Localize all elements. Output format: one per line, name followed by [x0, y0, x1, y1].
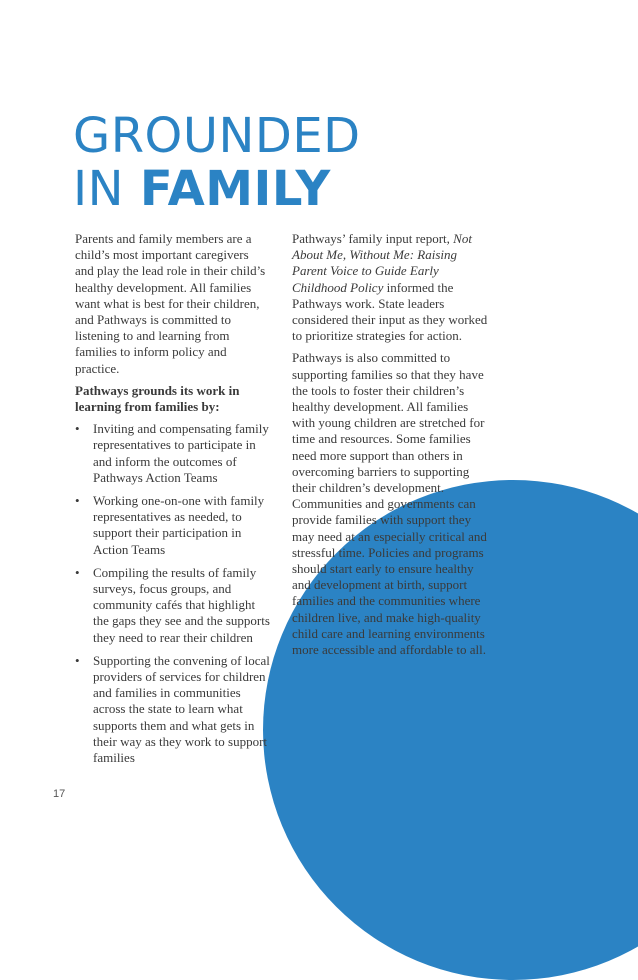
bullet-list	[75, 421, 270, 766]
bullets-lead: Pathways grounds its work in learning from families by:	[75, 382, 240, 415]
page-number: 17	[53, 788, 66, 800]
page-title	[73, 110, 361, 216]
bullet-icon: •	[75, 564, 80, 580]
intro-paragraph: Parents and family members are a child’s most important caregivers and play the lead role in their child’s healthy development. All families want what is best for their children, and Pathways is committed to listening to and learning from families to inform policy and practice.	[75, 231, 266, 376]
report-title: Not About Me, Without Me: Raising Parent Voice to Guide Early Childhood Policy	[292, 231, 472, 295]
support-paragraph: Pathways is also committed to supporting families so that they have the tools to foster their children’s healthy development. All families with young children are stretched for time and resources. Some families need more support than others in overcoming barriers to supporting their children’s development. Communities and governments can provide families with support they may need at an especially critical and stressful time. Policies and programs should start early to ensure healthy and development at birth, support families and the communities where children live, and make high-quality child care and learning environments more accessible and affordable to all.	[292, 350, 487, 658]
title-line-2-bold: FAMILY	[139, 161, 331, 217]
left-column	[75, 231, 270, 773]
title-line-2-prefix: IN	[73, 161, 140, 217]
bullet-icon: •	[75, 493, 80, 509]
right-column	[292, 231, 488, 664]
bullet-icon: •	[75, 652, 80, 668]
list-item: • Supporting the convening of local providers of services for children and families in communities across the state to learn what supports them and what gets in their way as they work to support families	[75, 652, 270, 766]
title-line-2	[73, 163, 361, 216]
title-line-1: GROUNDED	[73, 108, 361, 164]
list-item: • Working one-on-one with family representatives as needed, to support their participation in Action Teams	[75, 493, 265, 557]
report-paragraph: Pathways’ family input report, Not About Me, Without Me: Raising Parent Voice to Guide Early Childhood Policy informed the Pathways work. State leaders considered their input as they worked to prioritize strategies for action.	[292, 231, 488, 344]
list-item: • Inviting and compensating family representatives to participate in and inform the outcomes of Pathways Action Teams	[75, 421, 269, 485]
bullet-icon: •	[75, 421, 80, 437]
list-item: • Compiling the results of family surveys, focus groups, and community cafés that highlight the gaps they see and the supports they need to rear their children	[75, 564, 270, 645]
